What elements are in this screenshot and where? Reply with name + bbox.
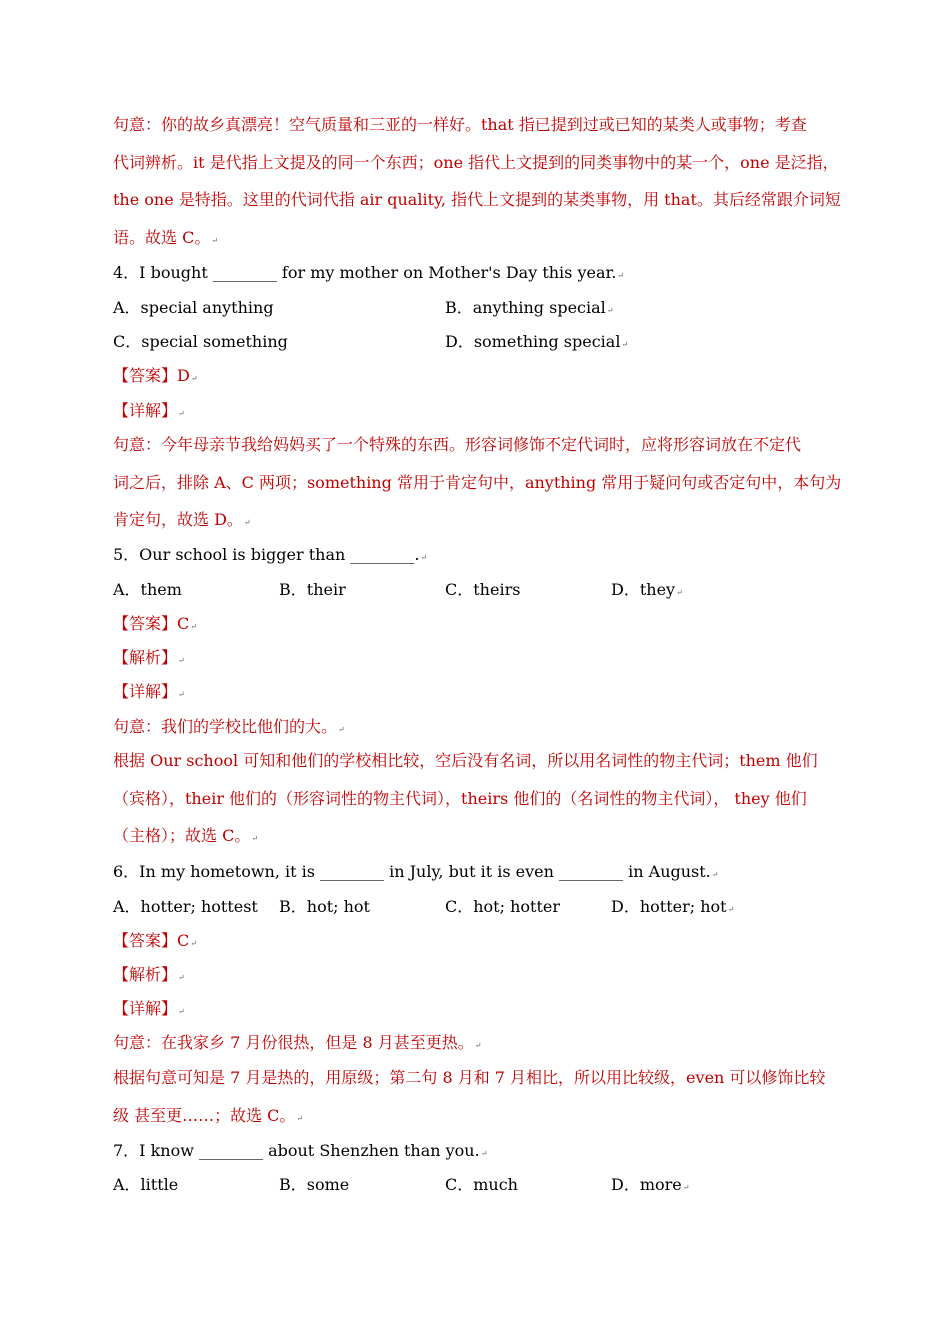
- q4-option-c: C．special something: [113, 332, 288, 351]
- q5-option-d: D．they↵: [611, 580, 683, 599]
- q6-answer: 【答案】C↵: [113, 931, 197, 950]
- q6-option-d: D．hotter; hot↵: [611, 897, 735, 916]
- q5-stem: 5．Our school is bigger than ________.↵: [113, 545, 428, 564]
- q6-option-b: B．hot; hot: [279, 897, 370, 916]
- q7-option-c: C．much: [445, 1175, 518, 1194]
- prev-explanation-line: 语。故选 C。↵: [113, 228, 219, 247]
- q4-detail-label: 【详解】↵: [113, 401, 185, 420]
- q4-option-b: B．anything special↵: [445, 298, 614, 317]
- prev-explanation-line: 句意：你的故乡真漂亮！空气质量和三亚的一样好。that 指已提到过或已知的某类人或事物；考查: [113, 115, 807, 134]
- q4-explanation-line: 肯定句，故选 D。↵: [113, 510, 251, 529]
- q5-explanation-line: （宾格），their 他们的（形容词性的物主代词），theirs 他们的（名词性的物主代词）， they 他们: [113, 789, 807, 808]
- q4-answer: 【答案】D↵: [113, 366, 198, 385]
- prev-explanation-line: the one 是特指。这里的代词代指 air quality, 指代上文提到的某类事物，用 that。其后经常跟介词短: [113, 190, 841, 209]
- q4-explanation-line: 句意：今年母亲节我给妈妈买了一个特殊的东西。形容词修饰不定代词时，应将形容词放在不定代: [113, 435, 802, 454]
- q7-option-a: A．little: [113, 1175, 179, 1194]
- q7-stem: 7．I know ________ about Shenzhen than you.↵: [113, 1141, 488, 1160]
- q6-option-a: A．hotter; hottest: [113, 897, 258, 916]
- q6-explanation-line: 根据句意可知是 7 月是热的，用原级；第二句 8 月和 7 月相比，所以用比较级，even 可以修饰比较: [113, 1068, 826, 1087]
- q5-option-c: C．theirs: [445, 580, 521, 599]
- q7-option-d: D．more↵: [611, 1175, 690, 1194]
- q5-explanation-line: （主格）；故选 C。↵: [113, 826, 259, 845]
- prev-explanation-line: 代词辨析。it 是代指上文提及的同一个东西；one 指代上文提到的同类事物中的某一个，one 是泛指，: [113, 153, 839, 172]
- q4-stem: 4．I bought ________ for my mother on Mother's Day this year.↵: [113, 263, 625, 282]
- q6-analysis-label: 【解析】↵: [113, 965, 185, 984]
- q6-stem: 6．In my hometown, it is ________ in July, but it is even ________ in August.↵: [113, 862, 719, 881]
- q6-detail-label: 【详解】↵: [113, 999, 185, 1018]
- q7-option-b: B．some: [279, 1175, 350, 1194]
- q5-analysis-label: 【解析】↵: [113, 648, 185, 667]
- q5-option-b: B．their: [279, 580, 346, 599]
- q6-explanation-line: 句意：在我家乡 7 月份很热，但是 8 月甚至更热。↵: [113, 1033, 482, 1052]
- q4-option-a: A．special anything: [113, 298, 274, 317]
- q4-option-d: D．something special↵: [445, 332, 629, 351]
- q6-option-c: C．hot; hotter: [445, 897, 561, 916]
- q5-option-a: A．them: [113, 580, 182, 599]
- q5-explanation-line: 根据 Our school 可知和他们的学校相比较，空后没有名词，所以用名词性的物主代词；them 他们: [113, 751, 818, 770]
- q6-explanation-line: 级 甚至更……；故选 C。↵: [113, 1106, 304, 1125]
- q5-explanation-line: 句意：我们的学校比他们的大。↵: [113, 717, 345, 736]
- q5-detail-label: 【详解】↵: [113, 682, 185, 701]
- q4-explanation-line: 词之后，排除 A、C 两项；something 常用于肯定句中，anything 常用于疑问句或否定句中，本句为: [113, 473, 842, 492]
- q5-answer: 【答案】C↵: [113, 614, 197, 633]
